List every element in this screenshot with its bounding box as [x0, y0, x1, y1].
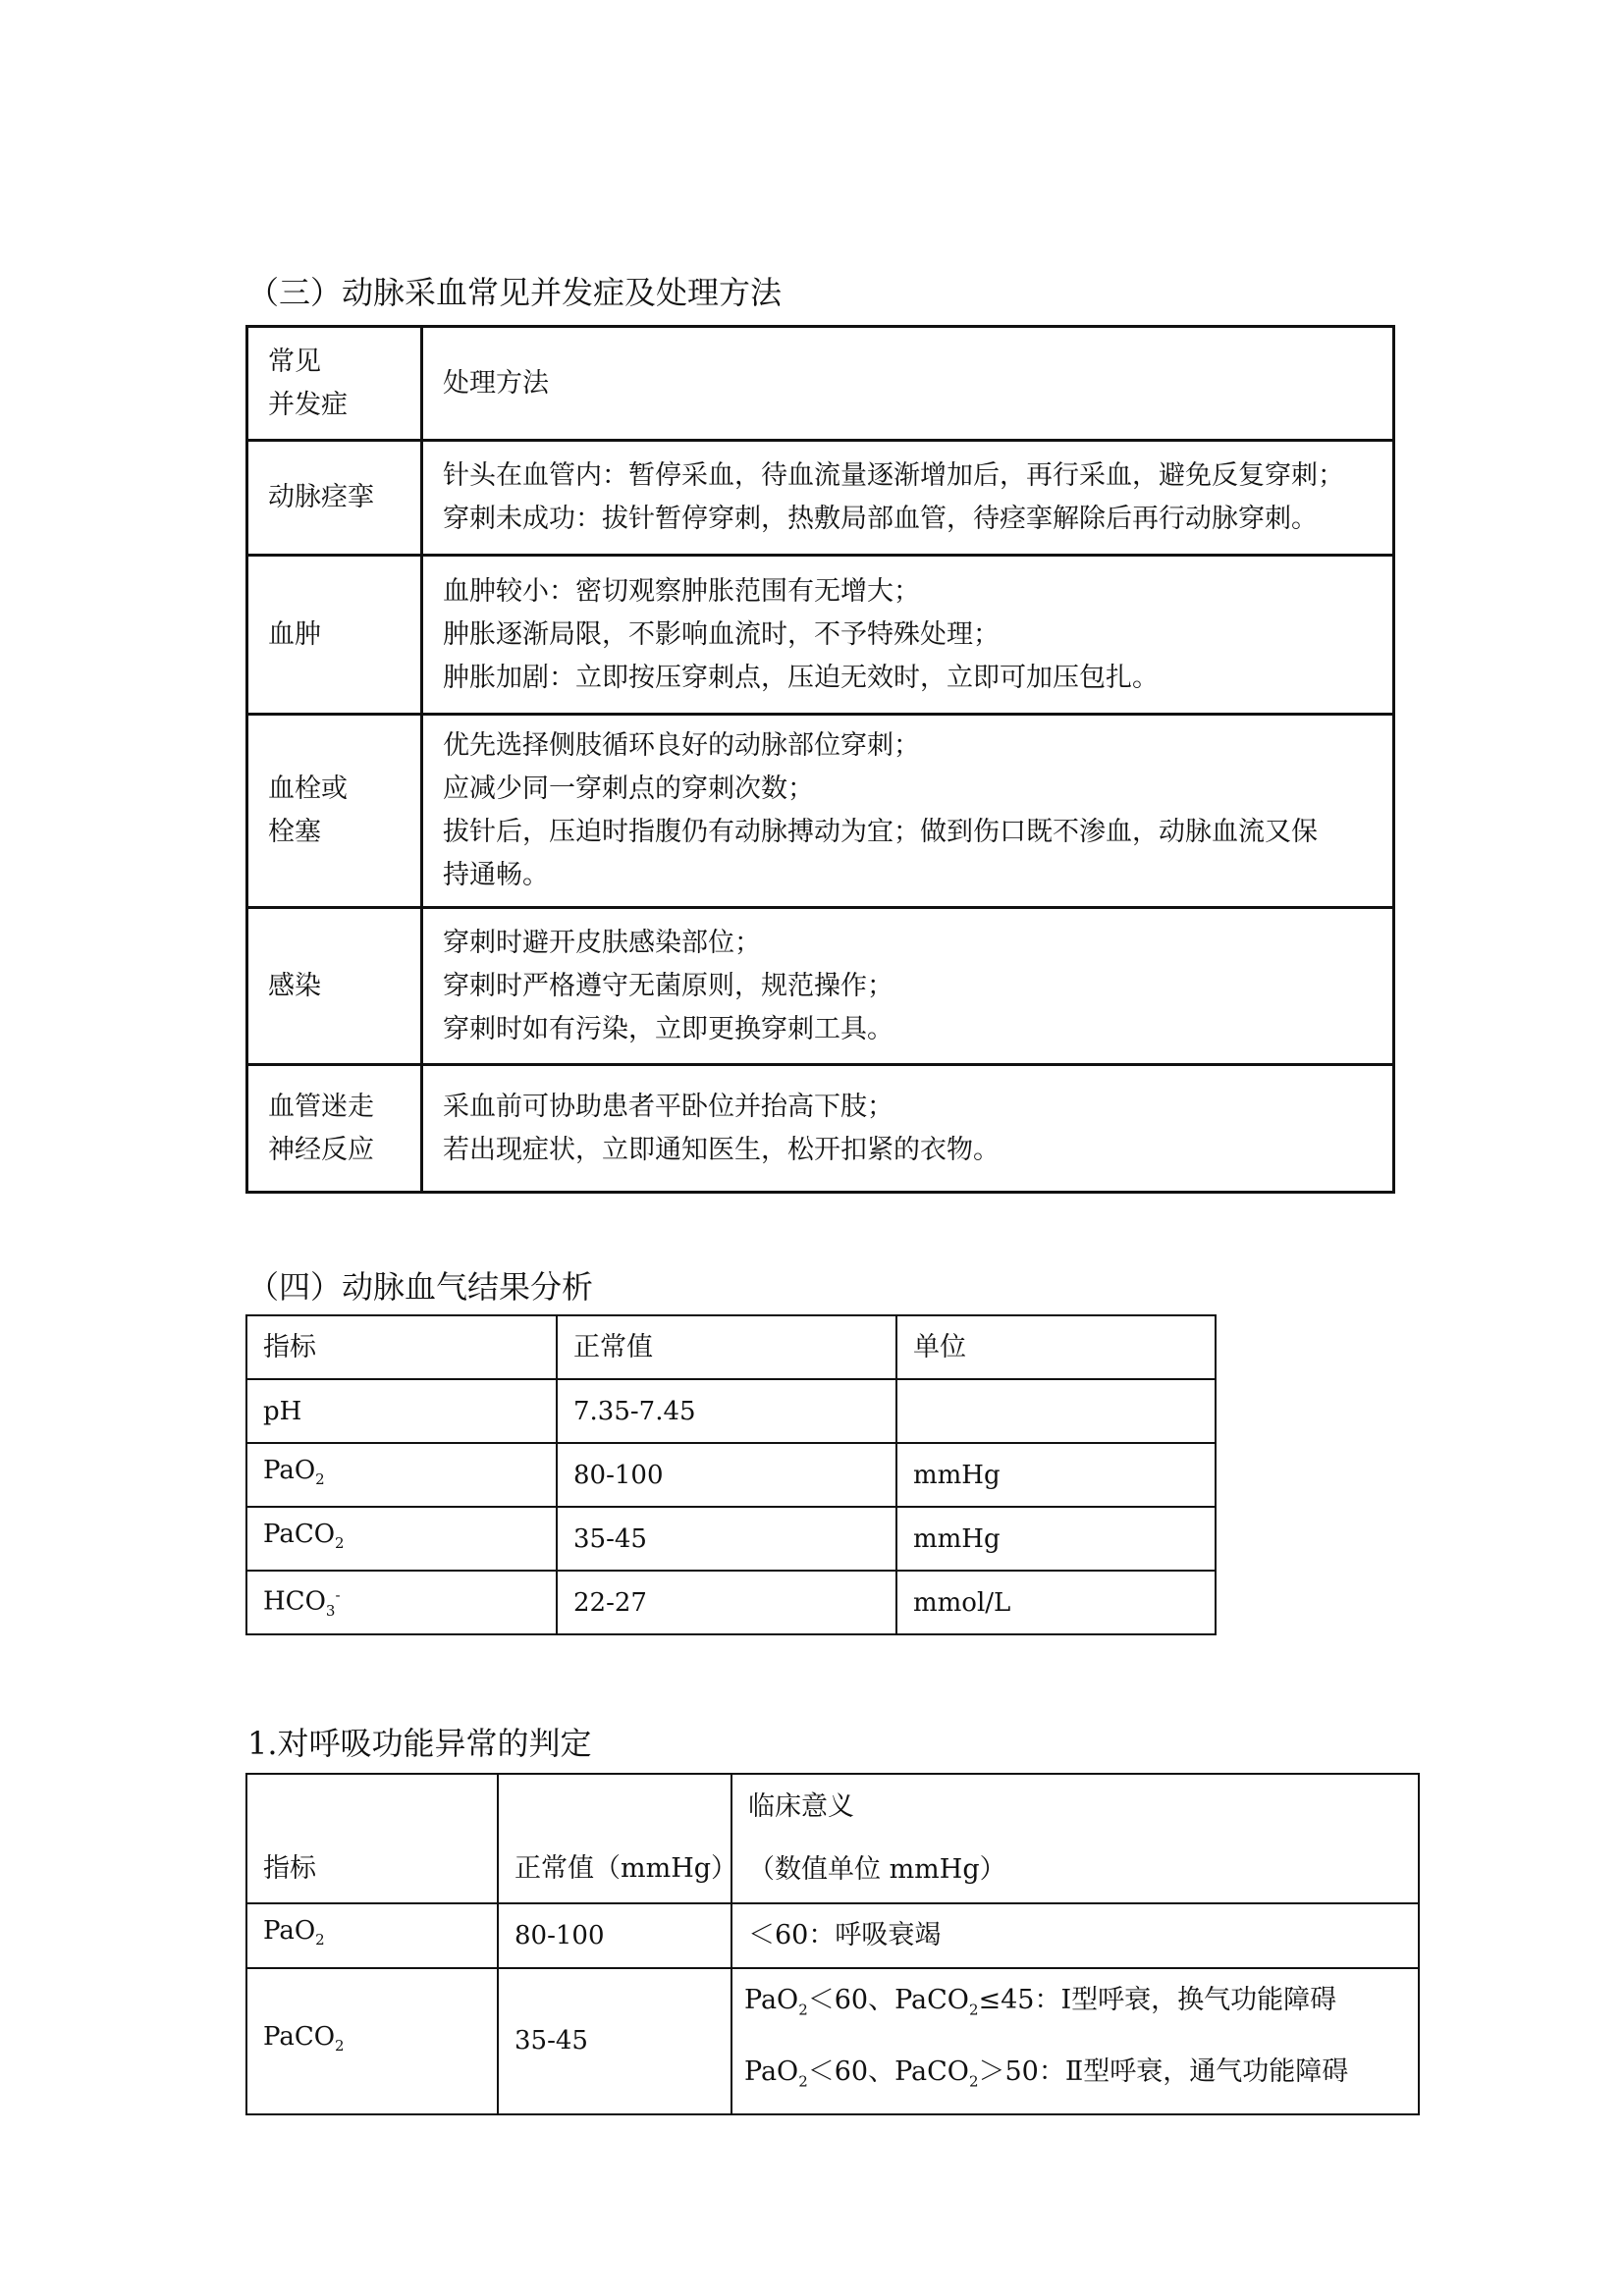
table-row — [246, 1571, 1216, 1634]
unit-cell — [896, 1379, 1216, 1443]
table-header-row — [246, 1774, 1419, 1903]
table-header-row — [247, 327, 1394, 441]
meaning-cell: ＜60：呼吸衰竭 — [731, 1903, 1419, 1968]
normal-cell: 80-100 — [498, 1903, 731, 1968]
table-row — [246, 1968, 1419, 2114]
header-indicator: 指标 — [246, 1774, 498, 1903]
blood-gas-table — [245, 1314, 1217, 1635]
method-cell: 优先选择侧肢循环良好的动脉部位穿刺； 应减少同一穿刺点的穿刺次数； 拔针后，压迫时指腹仍有动脉搏动为宜；做到伤口既不渗血，动脉血流又保 持通畅。 — [422, 715, 1394, 908]
unit-cell: mmHg — [896, 1443, 1216, 1507]
indicator-cell: pH — [246, 1379, 557, 1443]
respiratory-table — [245, 1773, 1420, 2115]
header-indicator: 指标 — [246, 1315, 557, 1379]
table-row — [247, 1065, 1394, 1193]
normal-cell: 35-45 — [557, 1507, 896, 1571]
indicator-cell: PaCO$_2$ — [246, 1968, 498, 2114]
table-row — [247, 908, 1394, 1065]
table-row — [246, 1379, 1216, 1443]
indicator-cell: $HCO_3^-$ — [246, 1571, 557, 1634]
unit-cell: mmol/L — [896, 1571, 1216, 1634]
complications-table — [245, 325, 1395, 1194]
header-unit: 单位 — [896, 1315, 1216, 1379]
complication-name: 血管迷走 神经反应 — [247, 1065, 422, 1193]
complication-name: 动脉痉挛 — [247, 441, 422, 556]
table-row — [246, 1903, 1419, 1968]
method-cell: 采血前可协助患者平卧位并抬高下肢； 若出现症状，立即通知医生，松开扣紧的衣物。 — [422, 1065, 1394, 1193]
indicator-cell: PaO$_2$ — [246, 1443, 557, 1507]
table-row — [247, 556, 1394, 715]
table-row — [246, 1507, 1216, 1571]
meaning-cell: PaO$_2$＜60、PaCO$_2$≤45：Ⅰ型呼衰，换气功能障碍 PaO$_2$＜60、PaCO$_2$＞50：Ⅱ型呼衰，通气功能障碍 — [731, 1968, 1419, 2114]
indicator-cell: PaO$_2$ — [246, 1903, 498, 1968]
method-cell: 血肿较小：密切观察肿胀范围有无增大； 肿胀逐渐局限，不影响血流时，不予特殊处理； 肿胀加剧：立即按压穿刺点，压迫无效时，立即可加压包扎。 — [422, 556, 1394, 715]
complication-name: 血栓或 栓塞 — [247, 715, 422, 908]
method-cell: 穿刺时避开皮肤感染部位； 穿刺时严格遵守无菌原则，规范操作； 穿刺时如有污染，立即更换穿刺工具。 — [422, 908, 1394, 1065]
section3-title: （三）动脉采血常见并发症及处理方法 — [247, 274, 783, 311]
normal-cell: 35-45 — [498, 1968, 731, 2114]
method-cell: 针头在血管内：暂停采血，待血流量逐渐增加后，再行采血，避免反复穿刺； 穿刺未成功：拔针暂停穿刺，热敷局部血管，待痉挛解除后再行动脉穿刺。 — [422, 441, 1394, 556]
header-method: 处理方法 — [422, 327, 1394, 441]
section4-title: （四）动脉血气结果分析 — [247, 1268, 594, 1306]
header-complication: 常见 并发症 — [247, 327, 422, 441]
header-normal: 正常值（mmHg） — [498, 1774, 731, 1903]
unit-cell: mmHg — [896, 1507, 1216, 1571]
complication-name: 感染 — [247, 908, 422, 1065]
table-row — [247, 715, 1394, 908]
normal-cell: 80-100 — [557, 1443, 896, 1507]
normal-cell: 22-27 — [557, 1571, 896, 1634]
normal-cell: 7.35-7.45 — [557, 1379, 896, 1443]
header-meaning: 临床意义 （数值单位 mmHg） — [731, 1774, 1419, 1903]
table-row — [246, 1443, 1216, 1507]
table-row — [247, 441, 1394, 556]
section5-title: 1.对呼吸功能异常的判定 — [247, 1725, 592, 1762]
header-normal: 正常值 — [557, 1315, 896, 1379]
table-header-row — [246, 1315, 1216, 1379]
indicator-cell: PaCO$_2$ — [246, 1507, 557, 1571]
complication-name: 血肿 — [247, 556, 422, 715]
